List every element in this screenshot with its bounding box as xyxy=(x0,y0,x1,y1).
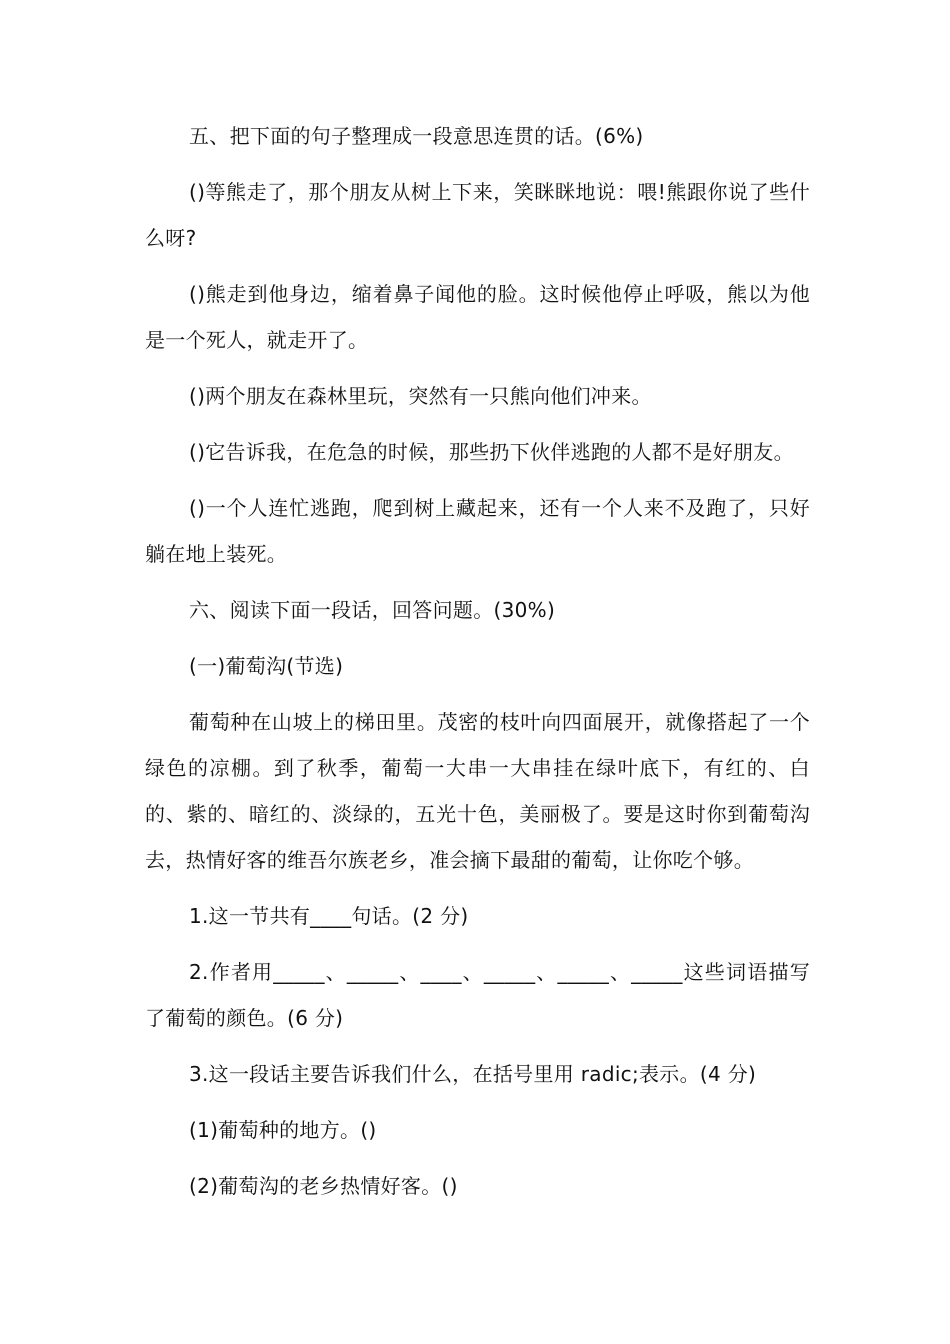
question-1: 1.这一节共有____句话。(2 分) xyxy=(189,904,469,928)
question-3: 3.这一段话主要告诉我们什么，在括号里用 radic;表示。(4 分) xyxy=(189,1062,757,1086)
sentence-item: ()一个人连忙逃跑，爬到树上藏起来，还有一个人来不及跑了，只好躺在地上装死。 xyxy=(145,496,810,566)
sentence-item: ()两个朋友在森林里玩，突然有一只熊向他们冲来。 xyxy=(189,384,652,408)
question-3-option-1: (1)葡萄种的地方。() xyxy=(189,1118,377,1142)
section-six-heading: 六、阅读下面一段话，回答问题。(30%) xyxy=(189,598,556,622)
question-3-option-2: (2)葡萄沟的老乡热情好客。() xyxy=(189,1174,458,1198)
document-body xyxy=(145,113,810,1219)
sentence-item: ()它告诉我，在危急的时候，那些扔下伙伴逃跑的人都不是好朋友。 xyxy=(189,440,794,464)
question-2: 2.作者用_____、_____、____、_____、_____、_____这些词语描写了葡萄的颜色。(6 分) xyxy=(145,960,810,1030)
reading-passage: 葡萄种在山坡上的梯田里。茂密的枝叶向四面展开，就像搭起了一个绿色的凉棚。到了秋季，葡萄一大串一大串挂在绿叶底下，有红的、白的、紫的、暗红的、淡绿的，五光十色，美丽极了。要是这时你到葡萄沟去，热情好客的维吾尔族老乡，准会摘下最甜的葡萄，让你吃个够。 xyxy=(145,710,810,872)
sentence-item: ()等熊走了，那个朋友从树上下来，笑眯眯地说：喂!熊跟你说了些什么呀? xyxy=(145,180,810,250)
passage-title: (一)葡萄沟(节选) xyxy=(189,654,344,678)
sentence-item: ()熊走到他身边，缩着鼻子闻他的脸。这时候他停止呼吸，熊以为他是一个死人，就走开了。 xyxy=(145,282,810,352)
section-five-heading: 五、把下面的句子整理成一段意思连贯的话。(6%) xyxy=(189,124,644,148)
